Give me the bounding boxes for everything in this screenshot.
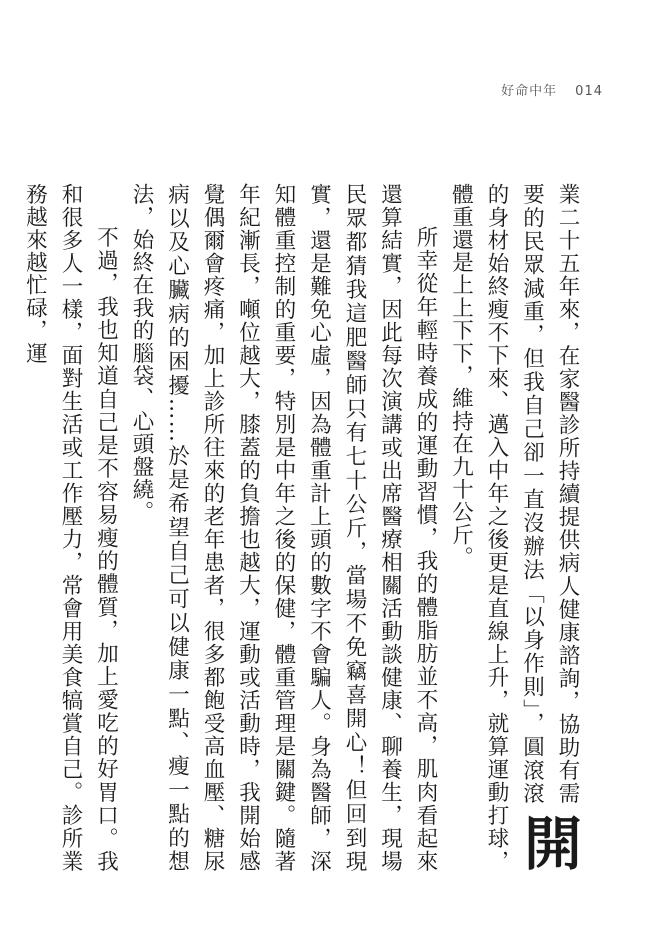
paragraph-3: 不過，我也知道自己是不容易瘦的體質，加上愛吃的好胃口。我和很多人一樣，面對生活或工作壓力，常會用美食犒賞自己。診所業務越來越忙碌，運 (22, 183, 119, 873)
body-text (17, 183, 585, 873)
paragraph-1-text: 業二十五年來，在家醫診所持續提供病人健康諮詢，協助有需要的民眾減重，但我自己卻一直沒辦法「以身作則」，圓滾滾的身材始終瘦不下來、邁入中年之後更是直線上升，就算運動打球，體重還是上上下下，維持在九十公斤。 (448, 183, 580, 873)
page-number: 014 (575, 84, 603, 99)
paragraph-2: 所幸從年輕時養成的運動習慣，我的體脂肪並不高，肌肉看起來還算結實，因此每次演講或出席醫療相關活動談健康、聊養生，現場民眾都猜我這肥醫師只有七十公斤，當場不免竊喜開心！但回到現實，還是難免心虛，因為體重計上頭的數字不會騙人。身為醫師，深知體重控制的重要，特別是中年之後的保健，體重管理是關鍵。隨著年紀漸長，噸位越大，膝蓋的負擔也越大，運動或活動時，我開始感覺偶爾會疼痛，加上診所往來的老年患者，很多都飽受高血壓、糖尿病以及心臟病的困擾……於是希望自己可以健康一點、瘦一點的想法，始終在我的腦袋、心頭盤繞。 (129, 183, 438, 873)
running-header (501, 80, 603, 99)
paragraph-1 (443, 183, 585, 873)
book-title: 好命中年 (501, 84, 558, 99)
drop-cap: 開 (514, 813, 582, 873)
